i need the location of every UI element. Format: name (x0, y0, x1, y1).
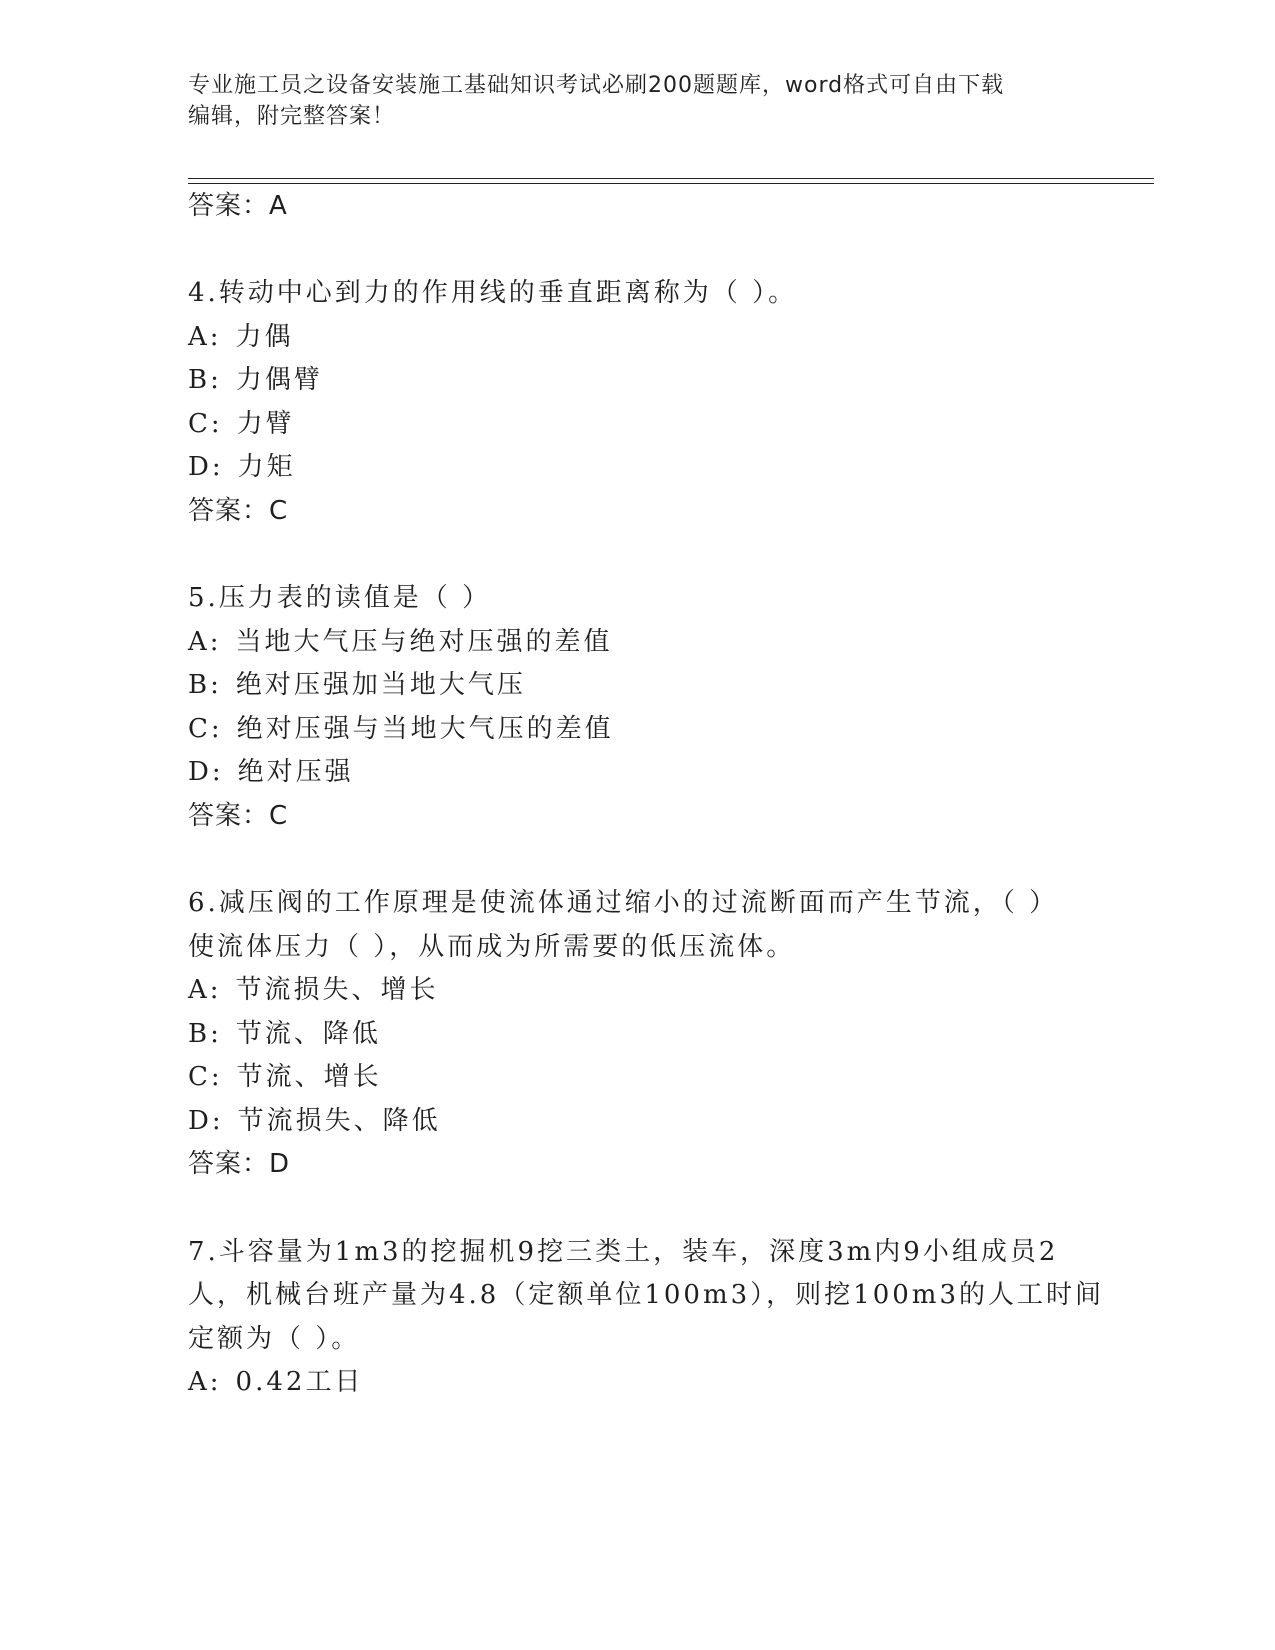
question-stem: 人，机械台班产量为4.8（定额单位100m3），则挖100m3的人工时间 (188, 1280, 1104, 1310)
option-letter: D: (188, 757, 224, 787)
option-a (188, 316, 294, 353)
option-letter: C: (188, 1062, 223, 1092)
option-letter: B: (188, 365, 222, 395)
option-letter: A: (188, 1367, 222, 1397)
option-c (188, 708, 614, 745)
option-letter: B: (188, 1019, 222, 1049)
option-a (188, 1361, 363, 1398)
option-text: 0.42工日 (235, 1367, 364, 1397)
answer-line: 答案：C (188, 801, 289, 831)
option-text: 节流、降低 (235, 1019, 381, 1049)
option-letter: A: (188, 322, 222, 352)
option-text: 节流损失、降低 (237, 1106, 441, 1136)
option-letter: A: (188, 975, 222, 1005)
option-text: 力偶臂 (235, 365, 323, 395)
option-b (188, 664, 526, 701)
option-text: 节流、增长 (236, 1062, 382, 1092)
answer-line: 答案：D (188, 1149, 291, 1179)
option-text: 力矩 (237, 452, 296, 482)
option-text: 力偶 (235, 322, 294, 352)
option-letter: D: (188, 452, 224, 482)
answer-line: 答案：C (188, 496, 289, 526)
question-stem: 7.斗容量为1m3的挖掘机9挖三类土，装车，深度3m内9小组成员2 (188, 1237, 1059, 1267)
question-stem: 4.转动中心到力的作用线的垂直距离称为（ ）。 (188, 278, 798, 308)
option-b (188, 359, 323, 396)
option-text: 绝对压强 (237, 757, 354, 787)
option-text: 绝对压强与当地大气压的差值 (236, 714, 614, 744)
option-c (188, 1056, 382, 1093)
header-title-line-2: 编辑，附完整答案！ (188, 104, 396, 129)
option-letter: C: (188, 409, 223, 439)
question-stem: 使流体压力（ ），从而成为所需要的低压流体。 (188, 932, 796, 962)
option-d (188, 751, 354, 788)
option-c (188, 403, 295, 440)
header-divider (188, 183, 1154, 184)
question-stem: 5.压力表的读值是（ ） (188, 583, 492, 613)
option-a (188, 969, 439, 1006)
option-d (188, 446, 296, 483)
option-letter: B: (188, 670, 222, 700)
header-title-line-1: 专业施工员之设备安装施工基础知识考试必刷200题题库，word格式可自由下载 (188, 73, 1005, 98)
option-b (188, 1013, 381, 1050)
option-text: 绝对压强加当地大气压 (235, 670, 526, 700)
option-text: 力臂 (236, 409, 295, 439)
header-divider (188, 178, 1154, 179)
option-letter: D: (188, 1106, 224, 1136)
answer-line: 答案：A (188, 191, 288, 221)
option-text: 节流损失、增长 (235, 975, 439, 1005)
question-stem: 定额为（ ）。 (188, 1324, 361, 1354)
question-stem: 6.减压阀的工作原理是使流体通过缩小的过流断面而产生节流，（ ） (188, 888, 1059, 918)
document-header (188, 70, 1088, 132)
option-d (188, 1100, 441, 1137)
option-a (188, 621, 613, 658)
option-text: 当地大气压与绝对压强的差值 (235, 627, 613, 657)
option-letter: C: (188, 714, 223, 744)
option-letter: A: (188, 627, 222, 657)
